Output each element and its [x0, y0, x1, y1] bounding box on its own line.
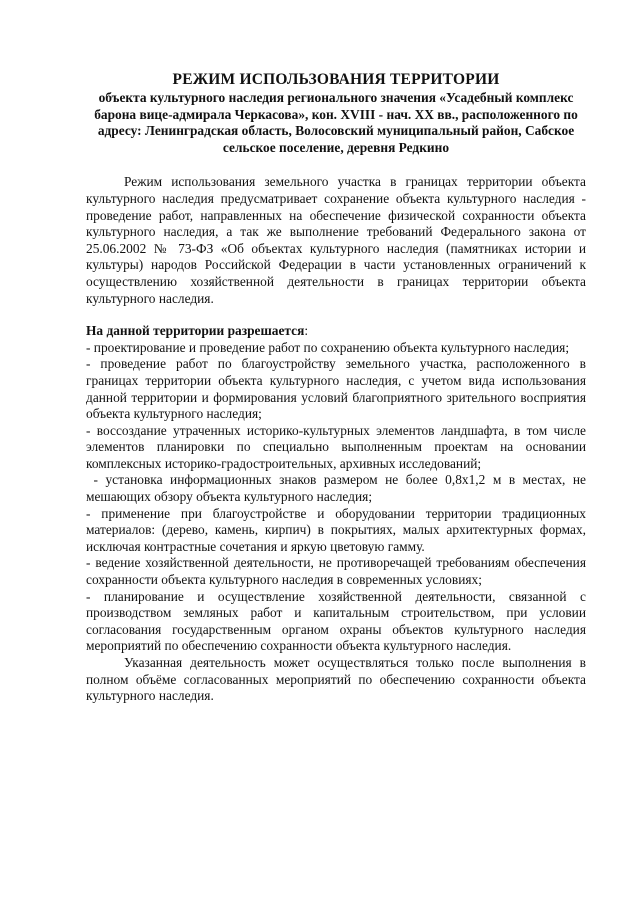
allowed-heading-text: На данной территории разрешается — [86, 323, 305, 339]
document-title: РЕЖИМ ИСПОЛЬЗОВАНИЯ ТЕРРИТОРИИ — [172, 71, 500, 88]
document-body — [86, 174, 590, 704]
list-item: - применение при благоустройстве и оборудовании территории традиционных материалов: (дерево, камень, кирпич) в покрытиях, малых архитектурных формах, исключая контрастные сочетания и яркую цветовую гамму. — [86, 505, 586, 554]
list-item: - воссоздание утраченных историко-культурных элементов ландшафта, в том числе элементов планировки по специально выполненным проектам на основании комплексных историко-градостроительных, архивных исследований; — [86, 422, 586, 471]
intro-paragraph: Режим использования земельного участка в границах территории объекта культурного наследия предусматривает сохранение объекта культурного наследия - проведение работ, направленных на обеспечение физической сохранности объекта культурного наследия, а так же выполнение требований Федерального закона от 25.06.2002 № 73-ФЗ «Об объектах культурного наследия (памятниках истории и культуры) народов Российской Федерации в части установленных ограничений к осуществлению хозяйственной деятельности в границах территории объекта культурного наследия. — [86, 174, 586, 306]
list-item: - проектирование и проведение работ по сохранению объекта культурного наследия; — [86, 339, 570, 355]
closing-paragraph: Указанная деятельность может осуществляться только после выполнения в полном объёме согласованных мероприятий по обеспечению сохранности объекта культурного наследия. — [86, 655, 586, 704]
allowed-heading-colon: : — [304, 323, 309, 339]
title-block — [86, 70, 586, 156]
list-item: - установка информационных знаков размером не более 0,8х1,2 м в местах, не мешающих обзору объекта культурного наследия; — [86, 472, 590, 505]
list-item: - проведение работ по благоустройству земельного участка, расположенного в границах территории объекта культурного наследия, с учетом вида использования данной территории и формирования условий благоприятного зрительного восприятия объекта культурного наследия; — [86, 356, 586, 422]
list-item: - планирование и осуществление хозяйственной деятельности, связанной с производством земляных работ и капитальным строительством, при условии согласования государственным органом охраны объектов культурного наследия мероприятий по обеспечению сохранности объекта культурного наследия. — [86, 588, 586, 654]
document-subtitle: объекта культурного наследия регионального значения «Усадебный комплекс барона вице-адмирала Черкасова», кон. XVIII - нач. XX вв., расположенного по адресу: Ленинградская область, Волосовский муниципальный район, Сабское сельское поселение, деревня Редкино — [94, 90, 578, 155]
allowed-section-heading — [86, 323, 586, 340]
list-item: - ведение хозяйственной деятельности, не противоречащей требованиям обеспечения сохранности объекта культурного наследия в современных условиях; — [86, 555, 586, 588]
